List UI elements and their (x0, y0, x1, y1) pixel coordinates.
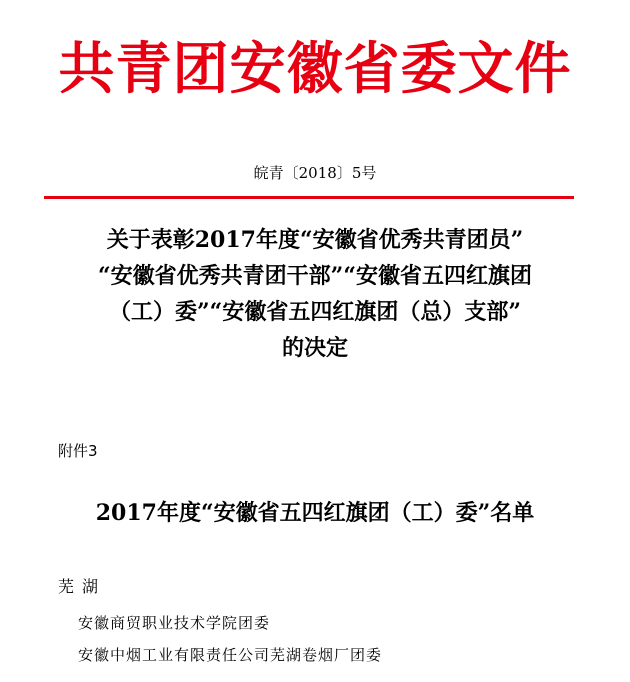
organization-list (78, 607, 382, 671)
city-heading: 芜湖 (58, 577, 107, 596)
decision-title-line: “安徽省优秀共青团干部”“安徽省五四红旗团 (98, 263, 532, 289)
list-heading: 2017年度“安徽省五四红旗团（工）委”名单 (95, 500, 535, 526)
decision-title-line: 的决定 (281, 335, 348, 361)
document-number: 皖青〔2018〕5号 (253, 164, 377, 182)
red-divider-line (44, 196, 574, 199)
decision-title-line: 关于表彰2017年度“安徽省优秀共青团员” (106, 227, 524, 253)
decision-title-line: （工）委”“安徽省五四红旗团（总）支部” (109, 299, 521, 325)
decision-title (40, 222, 590, 366)
attachment-label: 附件3 (58, 442, 98, 460)
organization-item: 安徽商贸职业技术学院团委 (78, 614, 271, 632)
organization-item: 安徽中烟工业有限责任公司芜湖卷烟厂团委 (78, 646, 383, 664)
masthead-title: 共青团安徽省委文件 (58, 37, 572, 102)
